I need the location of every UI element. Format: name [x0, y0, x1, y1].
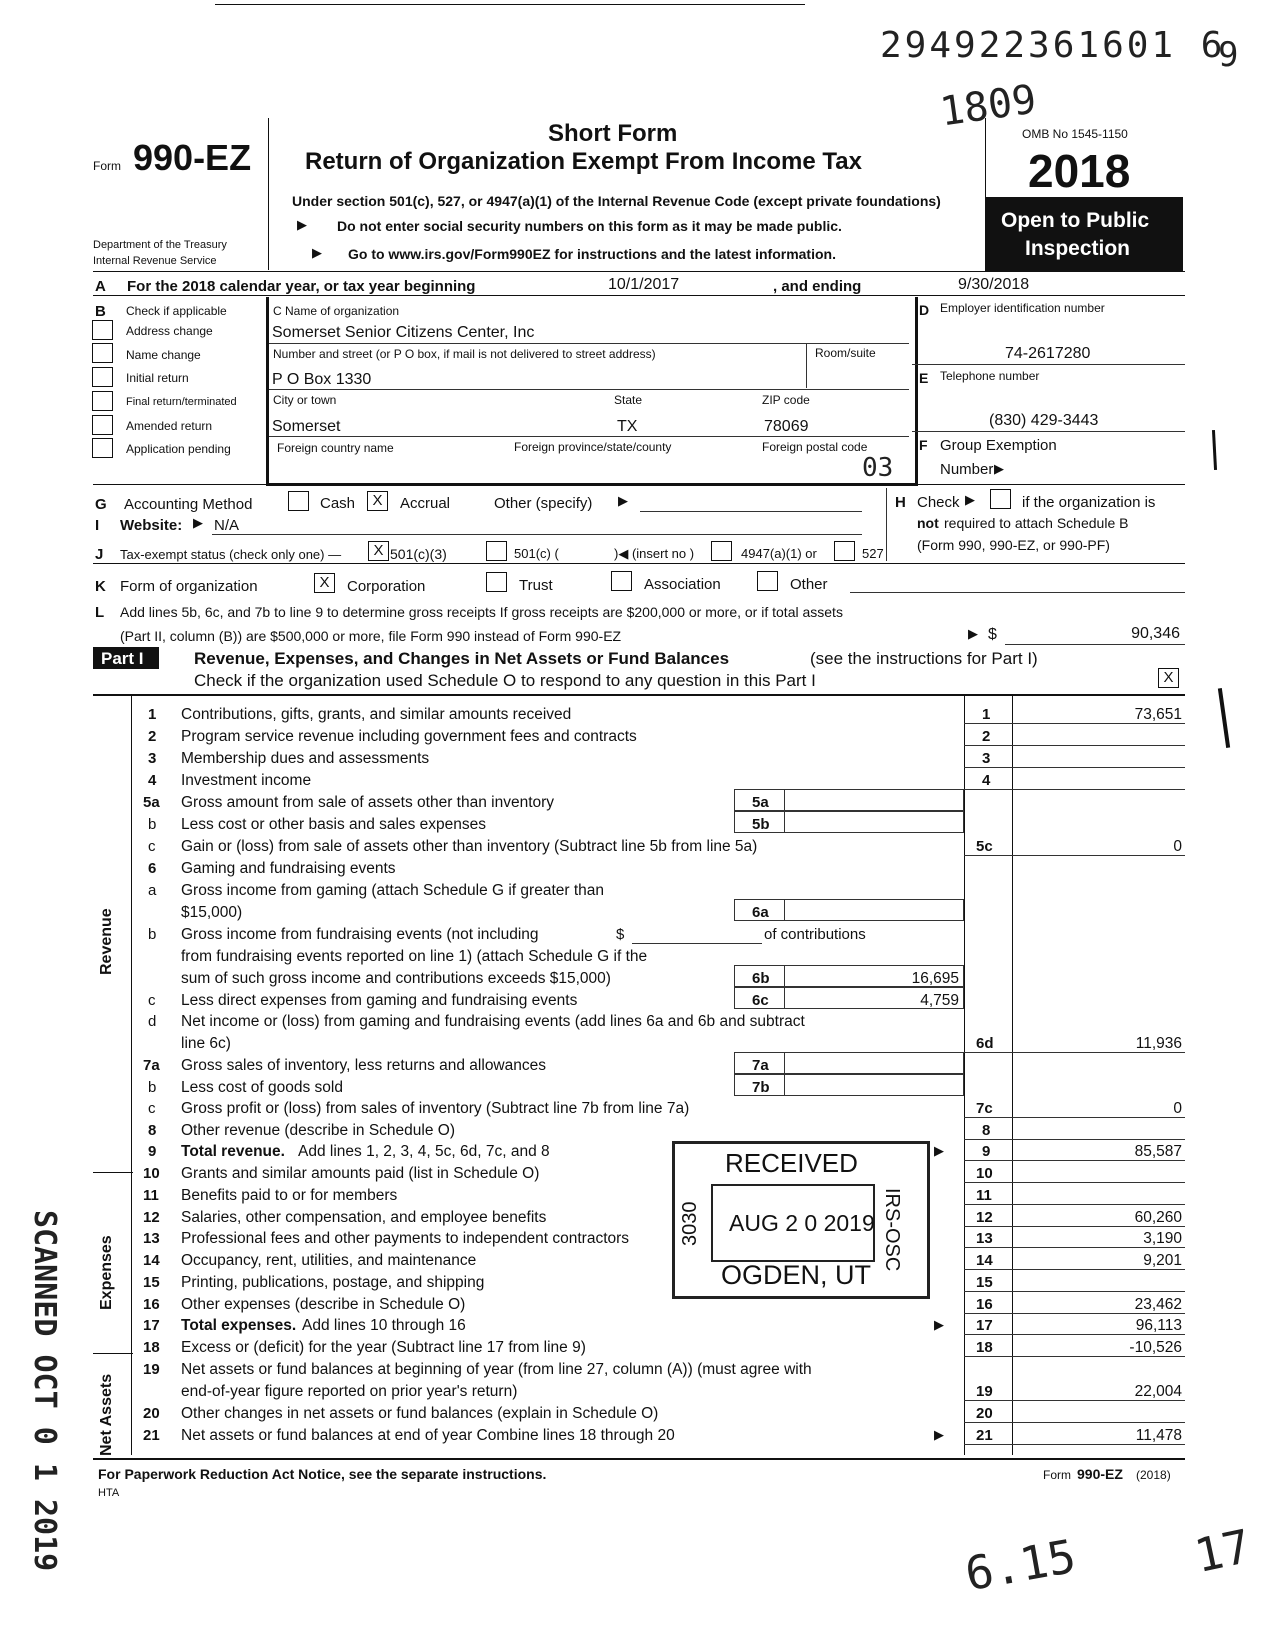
line-description: sum of such gross income and contributions exceeds $15,000) — [181, 970, 611, 987]
line-description: Gaming and fundraising events — [181, 860, 396, 877]
stamp-city: OGDEN, UT — [721, 1260, 872, 1290]
tax-year: 2018 — [1028, 145, 1131, 197]
city-label: City or town — [273, 393, 337, 407]
line-box-number: 10 — [976, 1165, 993, 1182]
state: TX — [617, 418, 638, 435]
line-number: 3 — [148, 750, 157, 767]
rule-city — [269, 436, 909, 437]
527-label: 527 — [862, 546, 884, 561]
section-b-letter: B — [95, 303, 106, 320]
rule-part1 — [93, 694, 1185, 696]
line-box-rule — [964, 1334, 1185, 1335]
state-label: State — [614, 393, 643, 407]
schedule-o-checkbox[interactable]: X — [1158, 668, 1179, 688]
top-rule — [215, 4, 805, 5]
line-box-rule — [964, 1204, 1185, 1205]
amended-return-checkbox[interactable] — [92, 415, 113, 435]
application-pending-label: Application pending — [126, 442, 231, 456]
line-description: Less cost or other basis and sales expenses — [181, 816, 487, 833]
inner-amount-box — [784, 899, 964, 921]
final-return-checkbox[interactable] — [92, 391, 113, 411]
4947a1-checkbox[interactable] — [711, 541, 732, 561]
line-box-number: 18 — [976, 1339, 993, 1356]
dept-treasury: Department of the Treasury — [93, 239, 227, 251]
line-description: $15,000) — [181, 904, 243, 921]
501c3-checkbox[interactable]: X — [368, 541, 389, 561]
line-box-number: 7c — [976, 1100, 993, 1117]
line-box-rule — [964, 1444, 1185, 1445]
line-box-rule — [964, 1226, 1185, 1227]
line-description: Grants and similar amounts paid (list in Schedule O) — [181, 1165, 540, 1182]
amended-return-label: Amended return — [126, 419, 213, 433]
handwritten-note-corner: 17 — [1189, 1518, 1256, 1584]
line-number: a — [148, 882, 157, 899]
arrow-icon: ▶ — [965, 492, 975, 507]
line-description: Printing, publications, postage, and shipping — [181, 1274, 485, 1291]
line-number: 14 — [143, 1252, 160, 1269]
dln-suffix: 9 — [1218, 35, 1239, 75]
line-h-check: Check — [917, 494, 960, 511]
line-description: Total revenue. — [181, 1143, 285, 1160]
line-l-letter: L — [95, 604, 105, 621]
arrow-icon: ▶ — [312, 245, 322, 260]
form-of-org-label: Form of organization — [120, 578, 258, 595]
rule-footer — [93, 1458, 1185, 1460]
line-amount[interactable]: 11,936 — [1135, 1035, 1182, 1052]
footer-paperwork-notice: For Paperwork Reduction Act Notice, see the separate instructions. — [98, 1466, 547, 1482]
line-of-contributions: of contributions — [764, 926, 866, 943]
side-label-revenue: Revenue — [98, 908, 115, 975]
line-number: 8 — [148, 1122, 157, 1139]
inner-box-label: 7b — [752, 1079, 770, 1096]
inner-amount-box — [784, 1052, 964, 1074]
line-h-text-1: if the organization is — [1022, 494, 1156, 511]
line-description: Gross income from fundraising events (not including — [181, 926, 539, 943]
line-box-number: 21 — [976, 1427, 993, 1444]
line-box-rule — [964, 1247, 1185, 1248]
foreign-postal-label: Foreign postal code — [762, 440, 868, 454]
part1-check-text: Check if the organization used Schedule O to respond to any question in this Part I — [194, 671, 816, 690]
room-divider — [806, 343, 807, 388]
rule-a-top — [93, 271, 1185, 272]
fundraising-amount-line — [632, 943, 762, 944]
line-box-rule — [964, 1356, 1185, 1357]
line-box-rule — [964, 1400, 1185, 1401]
line-number: 17 — [143, 1317, 160, 1334]
handwritten-code: 03 — [862, 453, 894, 483]
zip-label: ZIP code — [762, 393, 810, 407]
line-description: Excess or (deficit) for the year (Subtract line 17 from line 9) — [181, 1339, 586, 1356]
line-box-number: 20 — [976, 1405, 993, 1422]
line-box-number: 19 — [976, 1383, 993, 1400]
line-description: Less direct expenses from gaming and fundraising events — [181, 992, 578, 1009]
other-org-label: Other — [790, 576, 828, 593]
trust-checkbox[interactable] — [486, 572, 507, 592]
street-label: Number and street (or P O box, if mail is not delivered to street address) — [273, 347, 656, 361]
col-box — [964, 695, 965, 1455]
footer-form-year: (2018) — [1136, 1468, 1171, 1482]
tax-exempt-status-label: Tax-exempt status (check only one) — — [120, 547, 342, 562]
association-label: Association — [644, 576, 721, 593]
stamp-right-code: IRS-OSC — [881, 1188, 903, 1272]
line-box-number: 4 — [982, 772, 991, 789]
rule-expenses-net — [93, 1353, 133, 1354]
other-org-line — [850, 592, 1185, 593]
line-amount[interactable]: 23,462 — [1134, 1296, 1182, 1313]
footer-form-prefix: Form — [1043, 1468, 1071, 1482]
final-return-label: Final return/terminated — [126, 396, 237, 408]
line-box-rule — [964, 1422, 1185, 1423]
gross-receipts-amount: 90,346 — [1131, 625, 1180, 642]
line-description-cont: Add lines 10 through 16 — [302, 1317, 466, 1334]
ssn-note: Do not enter social security numbers on this form as it may be made public. — [337, 218, 842, 234]
line-box-rule — [964, 723, 1185, 724]
rule-l-amount — [1005, 644, 1185, 645]
line-box-number: 6d — [976, 1035, 994, 1052]
handwritten-tick-2 — [1218, 688, 1230, 748]
line-description: Gross sales of inventory, less returns and allowances — [181, 1057, 546, 1074]
accounting-method-label: Accounting Method — [124, 496, 253, 513]
initial-return-checkbox[interactable] — [92, 367, 113, 387]
arrow-icon: ▶ — [934, 1427, 944, 1442]
form-title-2: Return of Organization Exempt From Income Tax — [305, 148, 862, 175]
line-number: 9 — [148, 1143, 157, 1160]
4947a1-label: 4947(a)(1) or — [741, 546, 817, 561]
line-number: c — [148, 992, 156, 1009]
form-title-1: Short Form — [548, 120, 678, 147]
name-change-checkbox[interactable] — [92, 343, 113, 363]
section-b-title: Check if applicable — [126, 304, 227, 318]
line-description: Other expenses (describe in Schedule O) — [181, 1296, 466, 1313]
org-name: Somerset Senior Citizens Center, Inc — [272, 324, 535, 341]
city: Somerset — [272, 418, 341, 435]
line-description: Net income or (loss) from gaming and fundraising events (add lines 6a and 6b and subtract — [181, 1013, 805, 1030]
zip-code: 78069 — [764, 418, 809, 435]
line-description: from fundraising events reported on line 1) (attach Schedule G if the — [181, 948, 648, 965]
arrow-icon: ▶ — [968, 626, 978, 641]
inner-amount-box — [784, 789, 964, 811]
line-box-number: 16 — [976, 1296, 993, 1313]
website-line — [212, 534, 862, 535]
line-box-rule — [964, 1052, 1185, 1053]
line-box-number: 15 — [976, 1274, 993, 1291]
line-g-letter: G — [95, 496, 107, 513]
rule-org-name — [269, 343, 909, 344]
foreign-province-label: Foreign province/state/county — [514, 440, 672, 454]
line-amount[interactable]: 96,113 — [1135, 1317, 1182, 1334]
part1-label: Part I — [101, 649, 144, 668]
line-description: Gain or (loss) from sale of assets other than inventory (Subtract line 5b from line 5a) — [181, 838, 758, 855]
line-box-number: 2 — [982, 728, 991, 745]
line-description: Membership dues and assessments — [181, 750, 430, 767]
part1-title: Revenue, Expenses, and Changes in Net Assets or Fund Balances — [194, 649, 730, 668]
line-box-rule — [964, 745, 1185, 746]
phone-value: (830) 429-3443 — [989, 412, 1099, 429]
line-h-text-2: required to attach Schedule B — [944, 515, 1129, 531]
line-number: c — [148, 1100, 156, 1117]
rule-revenue-expenses — [93, 1172, 133, 1173]
line-description: Total expenses. — [181, 1317, 297, 1334]
line-box-rule — [964, 1182, 1185, 1183]
arrow-icon: ▶ — [193, 515, 203, 530]
tax-year-begin: 10/1/2017 — [608, 276, 680, 293]
other-org-checkbox[interactable] — [757, 571, 778, 591]
line-number: 4 — [148, 772, 157, 789]
section-e-letter: E — [919, 370, 929, 386]
inner-amount: 16,695 — [911, 970, 959, 987]
line-k-letter: K — [95, 578, 106, 595]
line-amount[interactable]: 3,190 — [1143, 1230, 1182, 1247]
line-description: Investment income — [181, 772, 312, 789]
rule-d — [912, 364, 1185, 365]
ein-value: 74-2617280 — [1005, 345, 1091, 362]
phone-label: Telephone number — [940, 369, 1040, 383]
application-pending-checkbox[interactable] — [92, 438, 113, 458]
inner-box-label: 6a — [752, 904, 769, 921]
and-ending-label: , and ending — [773, 278, 862, 295]
line-j-letter: J — [95, 546, 104, 563]
line-a-text: For the 2018 calendar year, or tax year beginning — [127, 278, 476, 295]
line-number: 20 — [143, 1405, 160, 1422]
rule-a-bottom — [93, 295, 1185, 296]
corporation-checkbox[interactable]: X — [314, 573, 335, 593]
line-number: 6 — [148, 860, 157, 877]
inner-amount-box — [784, 811, 964, 833]
line-number: 18 — [143, 1339, 160, 1356]
501c-checkbox[interactable] — [486, 541, 507, 561]
col-amount — [1012, 695, 1013, 1455]
line-number: 1 — [148, 706, 157, 723]
line-box-number: 13 — [976, 1230, 993, 1247]
h-divider — [886, 488, 887, 561]
rule-j-bottom — [93, 563, 1185, 564]
line-description: Less cost of goods sold — [181, 1079, 343, 1096]
arrow-icon: ▶ — [934, 1317, 944, 1332]
line-l-text-2: (Part II, column (B)) are $500,000 or more, file Form 990 instead of Form 990-EZ — [120, 628, 622, 644]
section-d-letter: D — [919, 302, 930, 318]
trust-label: Trust — [519, 577, 553, 594]
line-h-letter: H — [895, 494, 906, 511]
line-number: 13 — [143, 1230, 160, 1247]
col-left — [131, 695, 132, 1455]
line-description: Program service revenue including government fees and contracts — [181, 728, 637, 745]
line-box-number: 5c — [976, 838, 993, 855]
line-a-letter: A — [95, 278, 106, 295]
line-description: Professional fees and other payments to independent contractors — [181, 1230, 630, 1247]
line-number: b — [148, 816, 157, 833]
line-description: Other changes in net assets or fund balances (explain in Schedule O) — [181, 1405, 659, 1422]
other-specify-line — [640, 511, 862, 512]
part1-title-note: (see the instructions for Part I) — [810, 649, 1038, 668]
line-box-number: 8 — [982, 1122, 991, 1139]
line-description: Other revenue (describe in Schedule O) — [181, 1122, 455, 1139]
inner-box-label: 6c — [752, 992, 769, 1009]
527-checkbox[interactable] — [834, 541, 855, 561]
line-description-cont: Add lines 1, 2, 3, 4, 5c, 6d, 7c, and 8 — [298, 1143, 550, 1160]
accrual-label: Accrual — [400, 495, 451, 512]
line-description: line 6c) — [181, 1035, 231, 1052]
line-number: 7a — [143, 1057, 160, 1074]
line-amount[interactable]: -10,526 — [1129, 1339, 1182, 1356]
line-amount[interactable]: 73,651 — [1134, 706, 1182, 723]
ein-label: Employer identification number — [940, 301, 1105, 315]
line-amount[interactable]: 11,478 — [1135, 1427, 1182, 1444]
schedule-b-checkbox[interactable] — [990, 489, 1011, 509]
inner-box-label: 5b — [752, 816, 770, 833]
open-to-public-line2: Inspection — [1025, 237, 1131, 260]
dln-number: 294922361601 6 — [880, 25, 1226, 66]
association-checkbox[interactable] — [611, 571, 632, 591]
header-divider-left — [268, 118, 269, 270]
footer-form-number: 990-EZ — [1077, 1466, 1123, 1482]
line-dollar: $ — [616, 926, 625, 943]
line-amount[interactable]: 22,004 — [1134, 1383, 1182, 1400]
insert-no-label: )◀ (insert no ) — [614, 546, 695, 561]
line-amount[interactable]: 85,587 — [1134, 1143, 1182, 1160]
inner-box-label: 7a — [752, 1057, 769, 1074]
line-box-number: 17 — [976, 1317, 993, 1334]
foreign-country-label: Foreign country name — [277, 441, 394, 455]
corporation-label: Corporation — [347, 578, 426, 595]
line-description: Gross income from gaming (attach Schedule G if greater than — [181, 882, 605, 899]
line-box-rule — [964, 1269, 1185, 1270]
line-description: Gross profit or (loss) from sales of inventory (Subtract line 7b from line 7a) — [181, 1100, 690, 1117]
line-number: c — [148, 838, 156, 855]
group-exemption-label: Group Exemption — [940, 437, 1057, 454]
section-f-letter: F — [919, 437, 928, 453]
501c3-label: 501(c)(3) — [390, 546, 447, 562]
other-specify-label: Other (specify) — [494, 495, 593, 512]
line-description: Occupancy, rent, utilities, and maintenance — [181, 1252, 477, 1269]
line-box-rule — [964, 767, 1185, 768]
cash-checkbox[interactable] — [288, 491, 309, 511]
line-description: end-of-year figure reported on prior year's return) — [181, 1383, 518, 1400]
line-box-number: 11 — [976, 1187, 992, 1204]
instructions-note: Go to www.irs.gov/Form990EZ for instructions and the latest information. — [348, 246, 836, 262]
side-label-expenses: Expenses — [98, 1235, 115, 1310]
line-l-text-1: Add lines 5b, 6c, and 7b to line 9 to determine gross receipts If gross receipts are $200,000 or more, or if total assets — [120, 604, 843, 620]
line-number: 19 — [143, 1361, 160, 1378]
stamp-received: RECEIVED — [725, 1148, 858, 1178]
line-box-rule — [964, 855, 1185, 856]
line-amount[interactable]: 9,201 — [1143, 1252, 1182, 1269]
handwritten-tick-1 — [1212, 430, 1217, 470]
line-number: 16 — [143, 1296, 160, 1313]
arrow-icon: ▶ — [618, 493, 628, 508]
line-description: Gross amount from sale of assets other than inventory — [181, 794, 555, 811]
name-change-label: Name change — [126, 348, 201, 362]
line-box-number: 9 — [982, 1143, 991, 1160]
line-box-rule — [964, 1313, 1185, 1314]
room-suite-label: Room/suite — [815, 346, 876, 360]
side-label-net-assets: Net Assets — [98, 1373, 115, 1456]
form-prefix: Form — [93, 159, 121, 173]
omb-number: OMB No 1545-1150 — [1022, 127, 1128, 141]
line-description: Salaries, other compensation, and employee benefits — [181, 1209, 547, 1226]
line-box-number: 14 — [976, 1252, 993, 1269]
form-subtitle: Under section 501(c), 527, or 4947(a)(1) of the Internal Revenue Code (except private foundations) — [292, 193, 941, 209]
line-description: Net assets or fund balances at beginning of year (from line 27, column (A)) (must agree with — [181, 1361, 812, 1378]
inner-amount-box — [784, 1074, 964, 1096]
stamp-left-code: 3030 — [679, 1201, 701, 1246]
line-box-number: 3 — [982, 750, 991, 767]
initial-return-label: Initial return — [126, 371, 189, 385]
line-box-number: 12 — [976, 1209, 993, 1226]
line-number: 15 — [143, 1274, 160, 1291]
inner-box-label: 5a — [752, 794, 769, 811]
line-h-text-3: (Form 990, 990-EZ, or 990-PF) — [917, 537, 1110, 553]
line-description: Net assets or fund balances at end of year Combine lines 18 through 20 — [181, 1427, 675, 1444]
line-l-dollar: $ — [988, 626, 997, 643]
line-box-rule — [964, 1117, 1185, 1118]
line-number: 12 — [143, 1209, 160, 1226]
arrow-icon: ▶ — [297, 217, 307, 232]
line-number: d — [148, 1013, 157, 1030]
handwritten-note-bottom: 6.15 — [961, 1528, 1080, 1602]
inner-amount: 4,759 — [920, 992, 959, 1009]
group-exemption-number-label: Number — [940, 461, 994, 478]
arrow-icon: ▶ — [934, 1143, 944, 1158]
line-amount[interactable]: 0 — [1173, 838, 1182, 855]
line-number: 21 — [143, 1427, 160, 1444]
line-amount[interactable]: 0 — [1173, 1100, 1182, 1117]
line-box-rule — [964, 1160, 1185, 1161]
website-label: Website: — [120, 517, 183, 534]
stamp-date: AUG 2 0 2019 — [729, 1210, 875, 1236]
line-number: 5a — [143, 794, 160, 811]
line-amount[interactable]: 60,260 — [1134, 1209, 1182, 1226]
website-value: N/A — [214, 517, 240, 534]
line-description: Contributions, gifts, grants, and similar amounts received — [181, 706, 572, 723]
501c-label: 501(c) ( — [514, 546, 559, 561]
line-h-not: not — [917, 515, 939, 531]
cash-label: Cash — [320, 495, 356, 512]
line-box-rule — [964, 789, 1185, 790]
line-box-rule — [964, 1291, 1185, 1292]
rule-street — [269, 389, 909, 390]
received-stamp — [672, 1141, 930, 1299]
line-description: Benefits paid to or for members — [181, 1187, 398, 1204]
line-box-rule — [964, 1139, 1185, 1140]
scanned-stamp: SCANNED OCT 0 1 2019 — [27, 1210, 62, 1572]
rule-e — [912, 431, 1185, 432]
irs-label: Internal Revenue Service — [93, 255, 217, 267]
line-number: 10 — [143, 1165, 160, 1182]
address-change-label: Address change — [126, 324, 213, 338]
inner-box-label: 6b — [752, 970, 770, 987]
arrow-icon: ▶ — [994, 461, 1004, 476]
org-name-label: C Name of organization — [273, 304, 400, 318]
line-number: b — [148, 1079, 157, 1096]
form-number: 990-EZ — [133, 137, 252, 178]
line-box-number: 1 — [982, 706, 991, 723]
line-i-letter: I — [95, 517, 100, 534]
address-change-checkbox[interactable] — [92, 320, 113, 340]
line-number: b — [148, 926, 157, 943]
line-number: 11 — [143, 1187, 159, 1204]
footer-hta: HTA — [98, 1487, 120, 1499]
open-to-public-line1: Open to Public — [1001, 209, 1150, 232]
line-number: 2 — [148, 728, 157, 745]
tax-year-end: 9/30/2018 — [958, 276, 1030, 293]
street-address: P O Box 1330 — [272, 371, 372, 388]
handwritten-note-top: 1809 — [937, 76, 1040, 136]
rule-b-bottom — [93, 484, 1185, 485]
accrual-checkbox[interactable]: X — [367, 491, 388, 511]
